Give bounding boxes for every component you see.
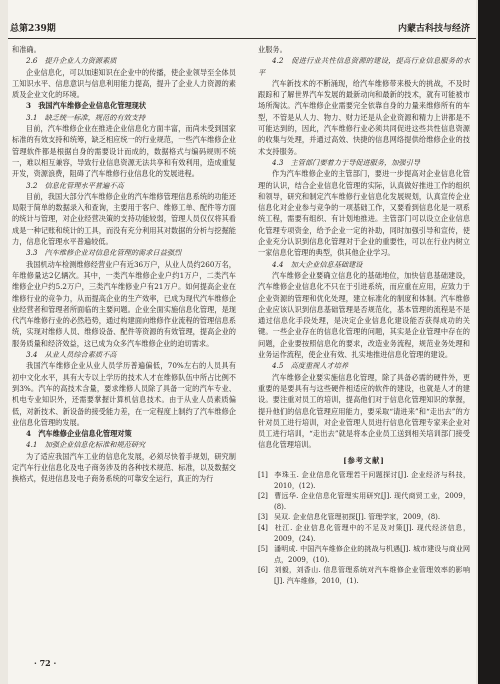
- adjacent-page-edge: [478, 0, 500, 684]
- references-title: [参考文献]: [343, 455, 385, 465]
- body-paragraph: 目前，我国大部分汽车维修企业的汽车维修管理信息系统的功能还局限于简单的数据录入和查询，主要用于客户、维修工单、配件等方面的统计与管理，对企业经营决策的支持功能较弱，管理人员仅仅将其看成是一种记账和统计的工具，而没有充分利用其对数据的分析与挖掘能力，信息化管理水平普遍较低。: [12, 191, 236, 247]
- reference-text: 潘明成. 中国汽车维修企业的挑战与机遇[J]. 城市建设与商业网点，2009，(10).: [274, 545, 470, 564]
- body-paragraph: 我国机动车检测维修经营业户有近36万户，从业人员约260万名，年维修量达2亿辆次。其中，一类汽车维修企业户约1万户，二类汽车维修企业户约5.2万户，三类汽车维修业户有21万户。如何提高企业在维修行业的竞争力，从而提高企业的生产效率，已成为现代汽车维修企业经营者和管理者所面临的主要问题。企业全面实施信息化管理，是现代汽车维修行业的必然趋势，通过构建面向维修作业流程的管理信息系统，实现对维修人员、维修设备、配件等资源的有效管理，提高企业的服务质量和经济效益，这已成为众多汽车维修企业的迫切需求。: [12, 259, 236, 348]
- reference-text: 曹远华. 企业信息化管理实用研究[J]. 现代商贸工业，2009，(8).: [274, 492, 470, 511]
- journal-title: 内蒙古科技与经济: [397, 24, 470, 34]
- left-column: [12, 44, 236, 485]
- reference-item: [258, 470, 470, 491]
- running-header: [8, 18, 476, 39]
- body-paragraph: 汽车新技术的不断涌现，给汽车维修带来极大的挑战，不及时跟踪和了解世界汽车发展的最新动向和最新的技术，就有可能被市场所淘汰。汽车维修企业需要完全依靠自身的力量来维修所有的车型，不管是从人力、物力、财力还是从企业资源和精力上讲都是不可能达到的，因此，汽车维修行业必须共同促进这些共性信息资源的收集与处理，并通过高效、快捷的信息网络提供给维修企业的技术支持服务。: [258, 78, 470, 156]
- issue-label: 总第239期: [10, 24, 56, 34]
- reference-number: [1]: [258, 470, 268, 479]
- reference-text: 刘毅，刘香山. 信息管理系统对汽车维修企业管理效率的影响[J]. 汽车维修，2010，(1).: [274, 566, 470, 585]
- section-heading: 4.3 主管部门要着力于导促进服务，加强引导: [272, 157, 420, 167]
- reference-text: 杜江. 企业信息化管理中的不足及对策[J]. 现代经济信息，2009，(24).: [274, 523, 470, 543]
- reference-item: [258, 491, 470, 512]
- reference-number: [6]: [258, 566, 268, 575]
- body-paragraph: 企业信息化，可以加速知识在企业中的传播，使企业领导至全体员工知识水平、信息意识与信息利用能力提高，提升了企业人力资源的素质及企业文化的环境。: [12, 67, 236, 100]
- section-heading: 4.4 加大企业信息基础建设: [272, 259, 363, 269]
- body-paragraph: 目前，汽车维修企业在推进企业信息化方面丰富，而尚未受到国家标准的有效支持和统筹，缺乏相应统一的行业规范，一些汽车维修企业管理软件都是根据自身的需要设计而成的，数据格式与编码规则不统一，难以相互兼容，导致行业信息资源无法共享和有效利用，造成重复开发，资源浪费，阻碍了汽车维修行业信息化的发展进程。: [12, 124, 236, 179]
- section-heading: 4.5 高度重视人才培养: [272, 361, 349, 371]
- reference-text: 李珠玉. 企业信息化管理若干问题探讨[J]. 企业经济与科技，2010，(12).: [274, 470, 470, 490]
- reference-item: [258, 544, 470, 565]
- reference-list: [258, 470, 470, 587]
- section-heading: 4.2 促进行业共性信息资源的建设，提高行业信息服务的水平: [258, 56, 470, 77]
- reference-number: [5]: [258, 545, 268, 554]
- document-page: [8, 0, 476, 684]
- reference-number: [3]: [258, 513, 268, 522]
- right-column: [258, 44, 470, 587]
- body-paragraph: 和准确。: [12, 45, 41, 54]
- section-heading: 3.1 缺乏统一标准，规范的有效支持: [26, 112, 146, 122]
- section-heading: 3.4 从业人员综合素质不高: [26, 350, 117, 360]
- reference-item: [258, 565, 470, 586]
- section-heading: 3.3 汽车维修企业对信息化管理的需求日益强烈: [26, 248, 182, 258]
- section-heading: 2.6 提升企业人力资源素质: [26, 56, 117, 66]
- body-paragraph: 汽车维修企业要确立信息化的基础地位，加快信息基础建设，汽车维修企业信息化不只在于引进系统，而应重在应用，应致力于企业资源的管理和优化处理，建立标准化的制度和体制。汽车维修企业应该认识到信息基础管理是否规范化，基本管理的流程是不是通过信息化手段处理，是决定企业信息化建设能否获得成功的关键。一些企业存在的信息化管理的问题，其实是企业管理中存在的问题，企业要按照信息化的要求，改造业务流程，规范业务处理和业务运作流程，使企业有效、扎实地推进信息化管理的建设。: [258, 270, 470, 360]
- reference-number: [4]: [258, 523, 268, 532]
- reference-text: 吴双. 企业信息化管理初探[J]. 管理学家，2009，(8).: [274, 513, 441, 522]
- body-paragraph: 为了适应我国汽车工业的信息化发展，必须尽快着手规划，研究制定汽车行业信息化及电子商务涉及的各种技术规范、标准，以及数据交换格式，促进信息及电子商务系统的可靠安全运行，真正的为行: [12, 451, 236, 484]
- body-paragraph: 业服务。: [258, 45, 287, 54]
- reference-item: [258, 523, 470, 544]
- reference-number: [2]: [258, 492, 268, 501]
- body-paragraph: 我国汽车维修企业从业人员学历普遍偏低，70%左右的人员具有初中文化水平，具有大专以上学历的技术人才在维修队伍中所占比例不到3%。汽车的高技术含量，要求维修人员除了具备一定的汽车专业、机电专业知识外，还需要掌握计算机信息技术。由于从业人员素质偏低，对新技术、新设备的接受能力差，在一定程度上制约了汽车维修企业信息化管理的发展。: [12, 361, 236, 427]
- body-paragraph: 汽车维修企业要实施信息化管理，除了具备必需的硬件外，更重要的是要具有与这些硬件相适应的软件的建设，也就是人才的建设。要注重对员工的培训，提高他们对于信息化管理知识的掌握，提升他们的信息化管理应用能力，要采取“请进来”和“走出去”的方针对员工进行培训，对企业管理人员进行信息化管理专家来企业对员工进行培训，“走出去”就是将本企业员工送到相关培训部门接受信息化管理培训。: [258, 372, 470, 450]
- page-number: · 72 ·: [34, 658, 57, 668]
- body-paragraph: 作为汽车维修企业的主管部门，要进一步提高对企业信息化管理的认识，结合企业信息化管理的实际，认真做好推进工作的组织和领导，研究和制定汽车维修行业信息化发展规划，认真宣传企业信息化对企业参与竞争的一项基础工作，又要看到信息化是一项系统工程，需要有组织、有计划地推进。主管部门可以设立企业信息化管理专项资金，给予企业一定的补助，同时加强引导和宣传，使企业充分认识到信息化管理对于企业的重要性，可以在行业内树立一家信息化管理的典型，供其他企业学习。: [258, 169, 470, 258]
- section-heading: 4 汽车维修企业信息化管理对策: [26, 429, 132, 439]
- section-heading: 3.2 信息化管理水平普遍不高: [26, 180, 124, 190]
- section-heading: 4.1 加强企业信息化标准和规范研究: [26, 440, 146, 450]
- section-heading: 3 我国汽车维修企业信息化管理现状: [26, 101, 147, 111]
- reference-item: [258, 512, 470, 523]
